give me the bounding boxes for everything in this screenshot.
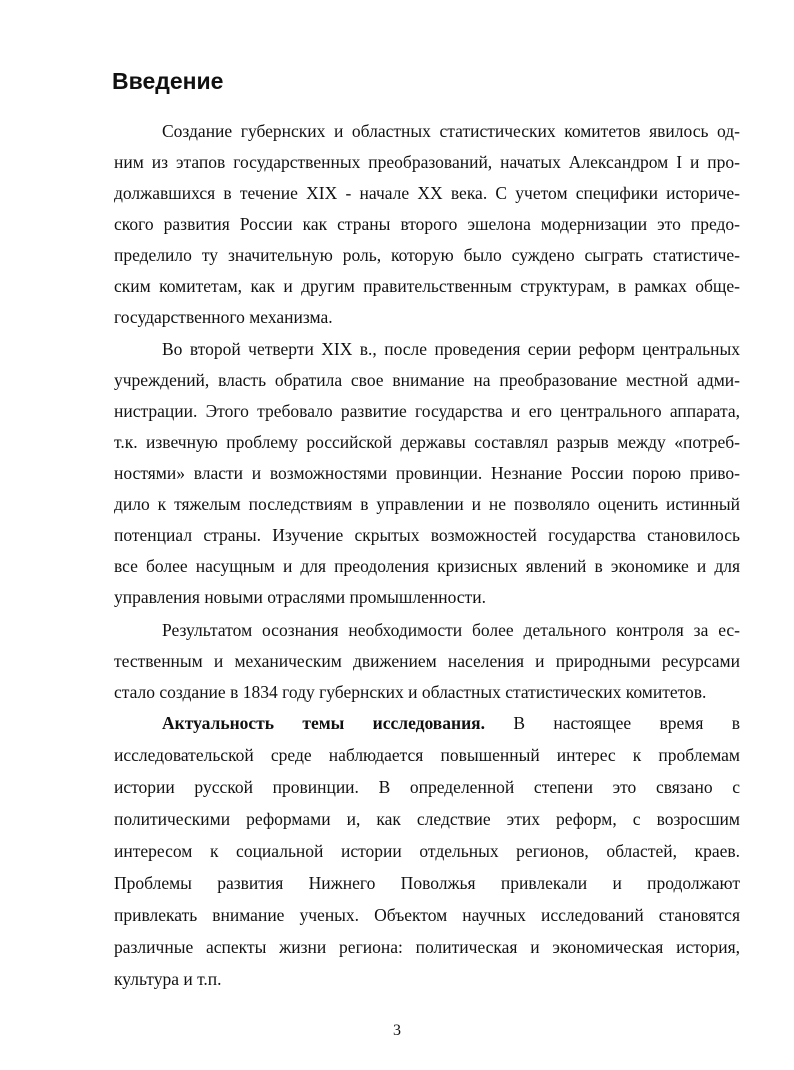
paragraph-line: Проблемы развития Нижнего Поволжья привлекали и продолжают (114, 873, 740, 893)
paragraph-line: истории русской провинции. В определенной степени это связано с (114, 777, 740, 797)
paragraph-line: ским комитетам, как и другим правительственным структурам, в рамках обще- (114, 276, 740, 296)
paragraph-line: дило к тяжелым последствиям в управлении и не позволяло оценить истинный (114, 494, 740, 514)
paragraph-line: Создание губернских и областных статистических комитетов явилось од- (162, 121, 740, 141)
paragraph-line: интересом к социальной истории отдельных регионов, областей, краев. (114, 841, 740, 861)
paragraph-line: должавшихся в течение XIX - начале XX века. С учетом специфики историче- (114, 183, 740, 203)
paragraph-line: тественным и механическим движением населения и природными ресурсами (114, 651, 740, 671)
paragraph-line: культура и т.п. (114, 969, 222, 989)
paragraph-line: нистрации. Этого требовало развитие государства и его центрального аппарата, (114, 401, 740, 421)
paragraph-line: политическими реформами и, как следствие этих реформ, с возросшим (114, 809, 740, 829)
page-title: Введение (112, 68, 224, 94)
page-number: 3 (393, 1022, 401, 1039)
paragraph-line: Результатом осознания необходимости более детального контроля за ес- (162, 620, 740, 640)
paragraph-line: привлекать внимание ученых. Объектом научных исследований становятся (114, 905, 740, 925)
paragraph-line (162, 710, 740, 736)
paragraph-line: различные аспекты жизни региона: политическая и экономическая история, (114, 937, 740, 957)
paragraph-line: учреждений, власть обратила свое внимание на преобразование местной адми- (114, 370, 740, 390)
paragraph-line: ностями» власти и возможностями провинции. Незнание России порою приво- (114, 463, 740, 483)
paragraph-line: потенциал страны. Изучение скрытых возможностей государства становилось (114, 525, 740, 545)
paragraph-line: т.к. извечную проблему российской державы составлял разрыв между «потреб- (114, 432, 740, 452)
paragraph-line: все более насущным и для преодоления кризисных явлений в экономике и для (114, 556, 740, 576)
paragraph-line: Во второй четверти XIX в., после проведения серии реформ центральных (162, 339, 740, 359)
section-lead-bold: Актуальность темы исследования. (162, 713, 486, 733)
paragraph-line: стало создание в 1834 году губернских и областных статистических комитетов. (114, 682, 707, 702)
paragraph-line: пределило ту значительную роль, которую было суждено сыграть статистиче- (114, 245, 740, 265)
paragraph-line: управления новыми отраслями промышленности. (114, 587, 486, 607)
paragraph-line: исследовательской среде наблюдается повышенный интерес к проблемам (114, 745, 740, 765)
paragraph-line: ним из этапов государственных преобразований, начатых Александром I и про- (114, 152, 740, 172)
paragraph-line: государственного механизма. (114, 307, 333, 327)
section-lead-text: В настоящее время в (485, 713, 741, 733)
paragraph-line: ского развития России как страны второго эшелона модернизации это предо- (114, 214, 740, 234)
